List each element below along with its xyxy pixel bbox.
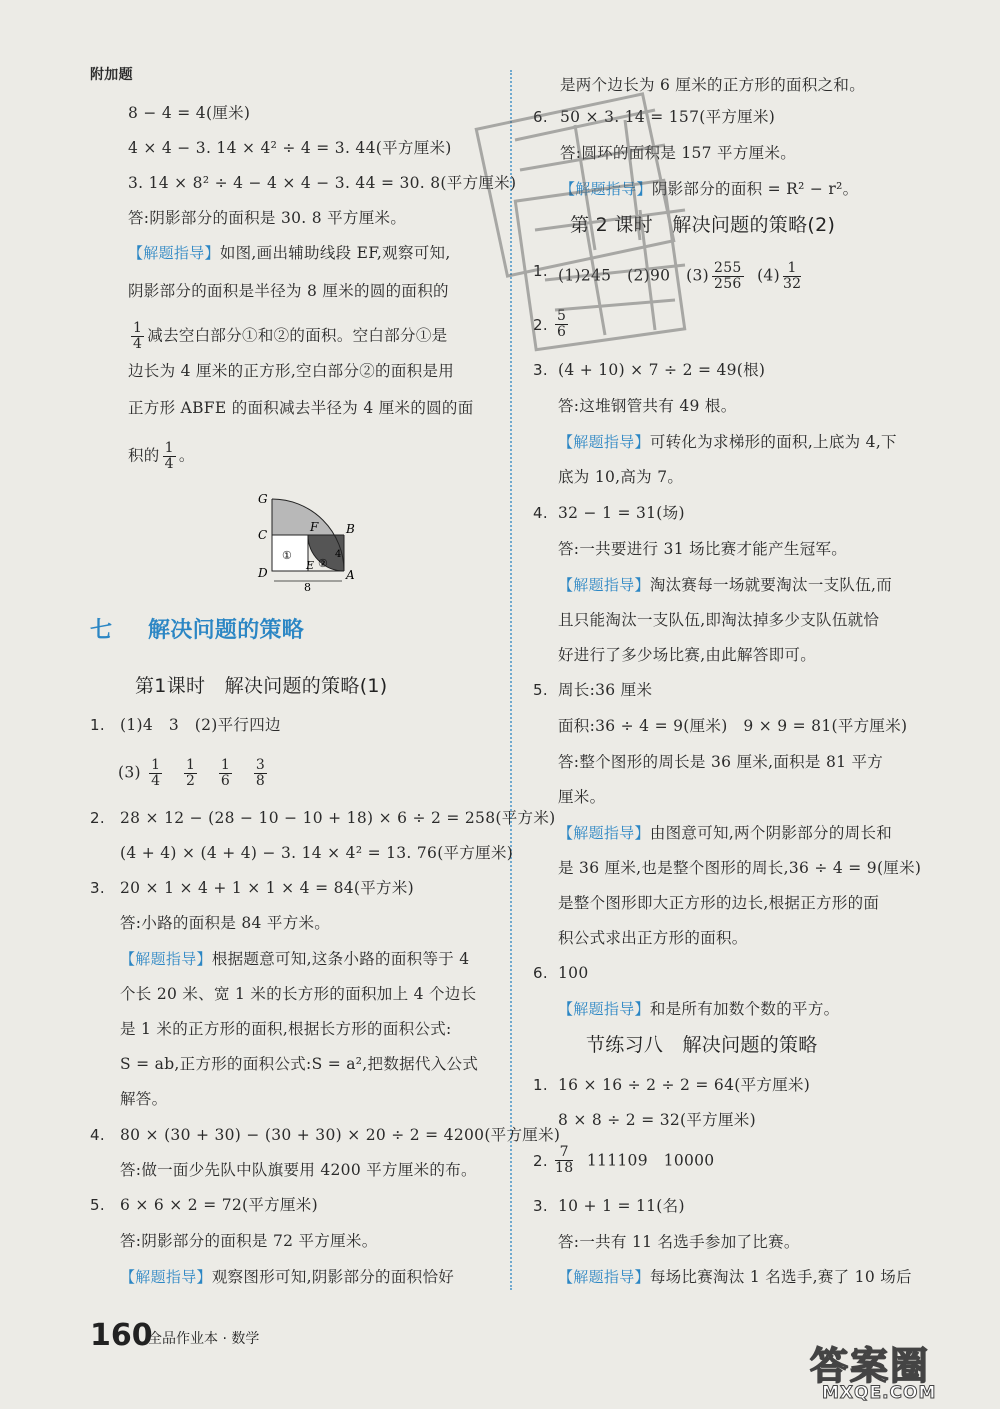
line: 16 × 16 ÷ 2 ÷ 2 = 64(平方厘米) <box>558 1076 811 1094</box>
page-number: 160 <box>90 1318 153 1353</box>
hint-line: 【解题指导】和是所有加数个数的平方。 <box>558 1000 840 1018</box>
line: 积的 $\frac{1}{4}$ 。 <box>128 440 195 472</box>
line: 答:这堆钢管共有 49 根。 <box>558 397 737 415</box>
line: 答:整个图形的周长是 36 厘米,面积是 81 平方 <box>558 753 884 771</box>
line: 答:阴影部分的面积是 30. 8 平方厘米。 <box>128 209 407 227</box>
question-number: 1. <box>90 716 105 734</box>
watermark-text: 答案圈 <box>810 1344 931 1388</box>
question-number: 6. <box>533 108 548 126</box>
line: $\frac{7}{18}$ 111109 10000 <box>555 1144 715 1176</box>
section-title: 第1课时 解决问题的策略(1) <box>135 675 388 697</box>
label-d: D <box>258 566 268 580</box>
book-title: 全品作业本 · 数学 <box>148 1331 260 1347</box>
line: (4 + 10) × 7 ÷ 2 = 49(根) <box>558 361 766 379</box>
line: $\frac{1}{4}$ 减去空白部分①和②的面积。空白部分①是 <box>133 320 448 352</box>
line: 10 + 1 = 11(名) <box>558 1197 685 1215</box>
line: 面积:36 ÷ 4 = 9(厘米) 9 × 9 = 81(平方厘米) <box>558 717 908 735</box>
line: 答:做一面少先队中队旗要用 4200 平方厘米的布。 <box>120 1161 477 1179</box>
question-number: 2. <box>90 809 105 827</box>
line: 8 × 8 ÷ 2 = 32(平方厘米) <box>558 1111 756 1129</box>
label-g: G <box>258 492 268 506</box>
line: 且只能淘汰一支队伍,即淘汰掉多少支队伍就恰 <box>558 611 880 629</box>
hint-line: 【解题指导】每场比赛淘汰 1 名选手,赛了 10 场后 <box>558 1268 912 1286</box>
label-c: C <box>258 528 268 542</box>
line: 是 36 厘米,也是整个图形的周长,36 ÷ 4 = 9(厘米) <box>558 859 922 877</box>
label-8: 8 <box>304 581 311 592</box>
line: 边长为 4 厘米的正方形,空白部分②的面积是用 <box>128 362 455 380</box>
question-number: 5. <box>90 1196 105 1214</box>
question-number: 4. <box>533 504 548 522</box>
section-title: 第 2 课时 解决问题的策略(2) <box>570 214 836 236</box>
fraction: $\frac{1}{4}$ <box>164 440 174 472</box>
line: 个长 20 米、宽 1 米的长方形的面积加上 4 个边长 <box>120 985 477 1003</box>
line: 3. 14 × 8² ÷ 4 − 4 × 4 − 3. 44 = 30. 8(平方厘米) <box>128 174 517 192</box>
line: $\frac{5}{6}$ <box>557 308 567 340</box>
extra-question-title: 附加题 <box>90 67 133 83</box>
question-number: 4. <box>90 1126 105 1144</box>
line: 是 1 米的正方形的面积,根据长方形的面积公式: <box>120 1020 452 1038</box>
line: 答:圆环的面积是 157 平方厘米。 <box>560 144 797 162</box>
question-number: 2. <box>533 1152 548 1170</box>
line: 80 × (30 + 30) − (30 + 30) × 20 ÷ 2 = 4200(平方厘米) <box>120 1126 561 1144</box>
line: 正方形 ABFE 的面积减去半径为 4 厘米的圆的面 <box>128 399 474 417</box>
line: 解答。 <box>120 1090 168 1108</box>
hint-tag: 【解题指导】 <box>128 244 220 262</box>
line: 4 × 4 − 3. 14 × 4² ÷ 4 = 3. 44(平方厘米) <box>128 139 452 157</box>
watermark-logo <box>800 1335 990 1405</box>
line: 厘米。 <box>558 788 606 806</box>
line: 答:一共要进行 31 场比赛才能产生冠军。 <box>558 540 848 558</box>
line: 底为 10,高为 7。 <box>558 468 684 486</box>
question-number: 1. <box>533 1076 548 1094</box>
line: (1)245 (2)90 (3) $\frac{255}{256}$ (4) $\frac{1}{32}$ <box>558 260 802 292</box>
line: 答:小路的面积是 84 平方米。 <box>120 914 331 932</box>
fraction: $\frac{1}{4}$ <box>133 320 143 352</box>
label-region-1: ① <box>282 549 292 562</box>
watermark-url: MXQE.COM <box>822 1383 937 1403</box>
hint-line: 【解题指导】可转化为求梯形的面积,上底为 4,下 <box>558 433 897 451</box>
line: 周长:36 厘米 <box>558 681 653 699</box>
line: 100 <box>558 964 589 982</box>
label-f: F <box>310 520 319 534</box>
label-b: B <box>346 522 355 536</box>
line: (1)4 3 (2)平行四边 <box>120 716 281 734</box>
geometry-figure <box>250 487 360 592</box>
question-number: 3. <box>90 879 105 897</box>
hint-line: 【解题指导】由图意可知,两个阴影部分的周长和 <box>558 824 893 842</box>
line: 20 × 1 × 4 + 1 × 1 × 4 = 84(平方米) <box>120 879 414 897</box>
hint-line: 【解题指导】观察图形可知,阴影部分的面积恰好 <box>120 1268 455 1286</box>
question-number: 3. <box>533 1197 548 1215</box>
line: 积公式求出正方形的面积。 <box>558 929 748 947</box>
hint-line: 【解题指导】根据题意可知,这条小路的面积等于 4 <box>120 950 470 968</box>
hint-line <box>128 243 451 263</box>
hint-line: 【解题指导】淘汰赛每一场就要淘汰一支队伍,而 <box>558 576 893 594</box>
line: 阴影部分的面积是半径为 8 厘米的圆的面积的 <box>128 282 449 300</box>
label-4: 4 <box>335 549 342 560</box>
hint-text: 如图,画出辅助线段 EF,观察可知, <box>219 244 451 262</box>
line: 是整个图形即大正方形的边长,根据正方形的面 <box>558 894 880 912</box>
chapter-number: 七 <box>90 618 113 643</box>
line: 6 × 6 × 2 = 72(平方厘米) <box>120 1196 318 1214</box>
line: 32 − 1 = 31(场) <box>558 504 685 522</box>
line: 答:阴影部分的面积是 72 平方厘米。 <box>120 1232 378 1250</box>
line: 答:一共有 11 名选手参加了比赛。 <box>558 1233 800 1251</box>
question-number: 6. <box>533 964 548 982</box>
label-region-2: ② <box>318 557 328 570</box>
line: (4 + 4) × (4 + 4) − 3. 14 × 4² = 13. 76(平方厘米) <box>120 844 514 862</box>
line: (3) $\frac{1}{4}$ $\frac{1}{2}$ $\frac{1}{6}$ $\frac{3}{8}$ <box>118 757 266 789</box>
hint-line: 【解题指导】阴影部分的面积 = R² − r²。 <box>560 180 859 198</box>
stamp-icon <box>455 70 715 360</box>
question-number: 2. <box>533 316 548 334</box>
chapter-title: 解决问题的策略 <box>148 618 305 643</box>
line: 是两个边长为 6 厘米的正方形的面积之和。 <box>560 76 866 94</box>
line: 50 × 3. 14 = 157(平方厘米) <box>560 108 776 126</box>
label-e: E <box>306 559 315 572</box>
section-title: 节练习八 解决问题的策略 <box>586 1034 818 1056</box>
question-number: 5. <box>533 681 548 699</box>
question-number: 3. <box>533 361 548 379</box>
line: 8 − 4 = 4(厘米) <box>128 104 251 122</box>
question-number: 1. <box>533 262 548 280</box>
line: S = ab,正方形的面积公式:S = a²,把数据代入公式 <box>120 1055 479 1073</box>
line: 28 × 12 − (28 − 10 − 10 + 18) × 6 ÷ 2 = 258(平方米) <box>120 809 556 827</box>
line: 好进行了多少场比赛,由此解答即可。 <box>558 646 817 664</box>
label-a: A <box>346 568 355 582</box>
